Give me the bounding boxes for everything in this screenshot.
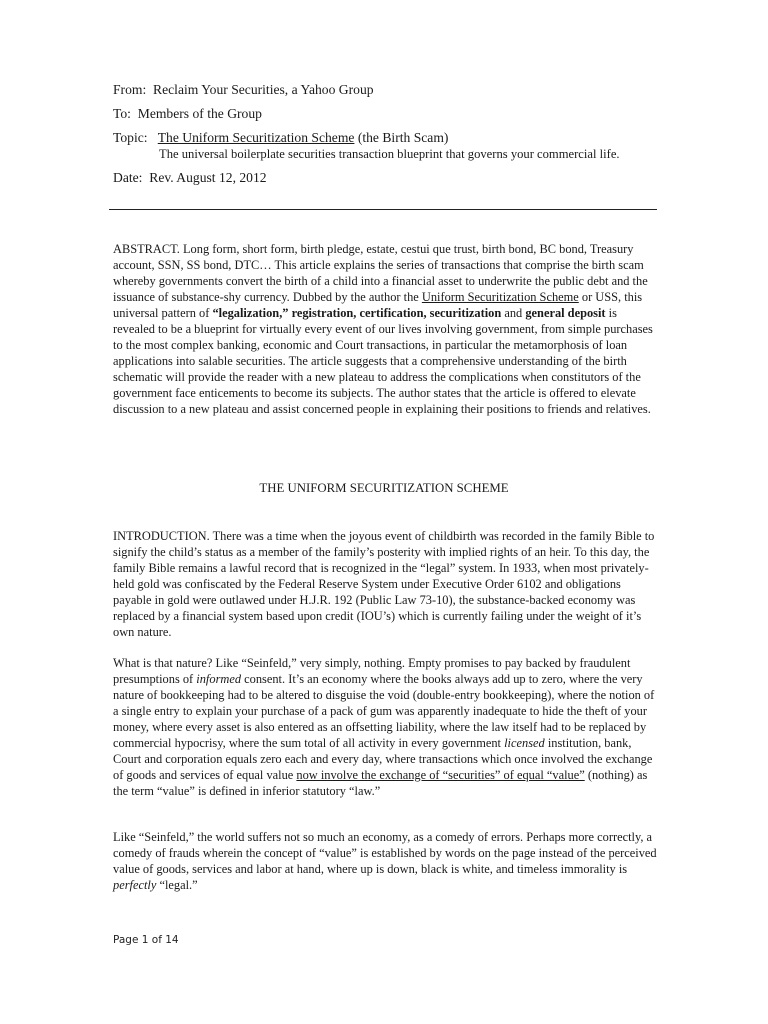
topic-label: Topic: [113,130,148,145]
seinfeld-paragraph: Like “Seinfeld,” the world suffers not so much an economy, as a comedy of errors. Perhaps more correctly, a comedy of frauds wherein the concept of “value” is established by words on the page instead of the perceived value of goods, services and labor at hand, where up is down, black is white, and timeless immorality is perfectly “legal.” [113,830,657,892]
from-label: From: [113,82,147,97]
memo-topic [113,130,448,146]
from-value: Reclaim Your Securities, a Yahoo Group [153,82,374,97]
bold-legalization: “legalization,” registration, certification, securitization [212,305,502,320]
abstract-paragraph: ABSTRACT. Long form, short form, birth pledge, estate, cestui que trust, birth bond, BC bond, Treasury account, SSN, SS bond, DTC… This article explains the series of transactions that comprise the birth scam whereby governments convert the birth of a child into a financial asset to underwrite the public debt and the issuance of substance-shy currency. Dubbed by the author the Uniform Securitization Scheme or USS, this universal pattern of “legalization,” registration, certification, securitization and general deposit is revealed to be a blueprint for virtually every event of our lives involving government, from simple purchases to the most complex banking, economic and Court transactions, in particular the metamorphosis of loan applications into salable securities. The article suggests that a comprehensive understanding of the birth schematic will provide the reader with a new plateau to address the complications when constitutors of the government face enticements to become its subjects. The author states that the article is offered to elevate discussion to a new plateau and assist concerned people in explaining their positions to friends and relatives. [113,242,653,416]
bold-general-deposit: general deposit [525,305,606,320]
page-number: Page 1 of 14 [113,934,179,946]
topic-title: The Uniform Securitization Scheme [157,130,355,145]
header-divider [109,209,657,210]
memo-date [113,170,267,186]
memo-from [113,82,374,98]
nature-paragraph: What is that nature? Like “Seinfeld,” very simply, nothing. Empty promises to pay backed by fraudulent presumptions of informed consent. It’s an economy where the books always add up to zero, where the very nature of bookkeeping had to be altered to disguise the void (double-entry bookkeeping), where the notion of a single entry to explain your purchase of a pack of gum was apparently inadequate to hide the theft of your money, where every asset is also entered as an offsetting liability, where the law itself had to be replaced by commercial hypocrisy, where the sum total of all activity in every government licensed institution, bank, Court and corporation equals zero each and every day, where transactions which once involved the exchange of goods and services of equal value now involve the exchange of “securities” of equal “value” (nothing) as the term “value” is defined in inferior statutory “law.” [113,656,655,798]
date-label: Date: [113,170,143,185]
topic-paren: (the Birth Scam) [357,130,449,145]
uss-name: Uniform Securitization Scheme [421,289,579,304]
memo-topic-subtitle: The universal boilerplate securities transaction blueprint that governs your commercial life. [159,147,620,161]
to-label: To: [113,106,131,121]
memo-to [113,106,262,122]
section-title: THE UNIFORM SECURITIZATION SCHEME [259,481,509,495]
date-value: Rev. August 12, 2012 [149,170,267,185]
to-value: Members of the Group [137,106,262,121]
introduction-paragraph: INTRODUCTION. There was a time when the joyous event of childbirth was recorded in the family Bible to signify the child’s status as a member of the family’s posterity with implied rights of an heir. To this day, the family Bible remains a lawful record that is recognized in the “legal” system. In 1933, when most privately-held gold was confiscated by the Federal Reserve System under Executive Order 6102 and obligations payable in gold were outlawed under H.J.R. 192 (Public Law 73-10), the substance-backed economy was replaced by a financial system based upon credit (IOU’s) which is currently failing under the weight of it’s own nature. [113,529,655,639]
